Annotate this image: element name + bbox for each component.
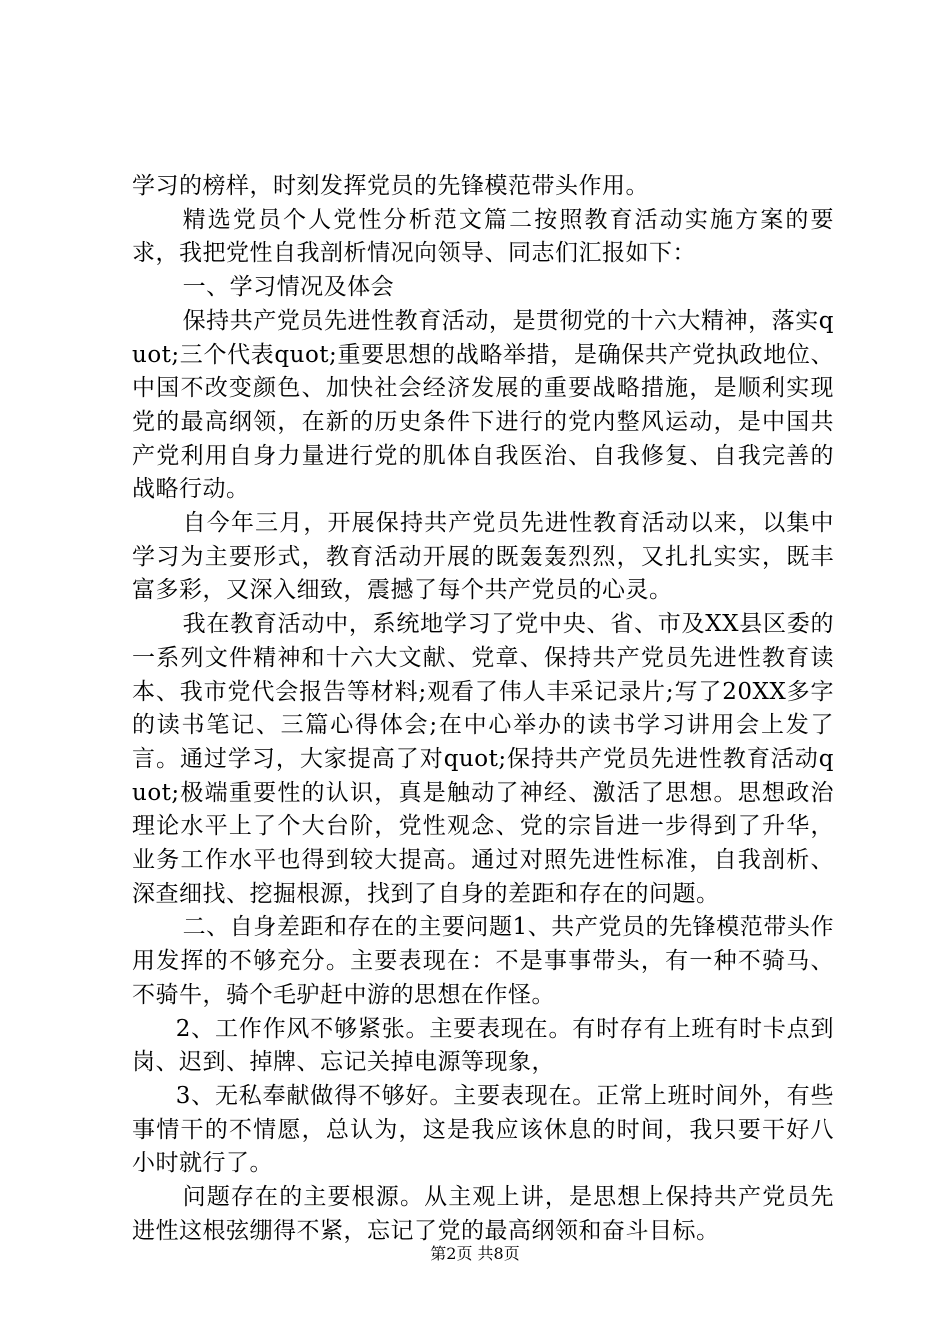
body-text xyxy=(132,170,834,1249)
paragraph-education-activity: 保持共产党员先进性教育活动，是贯彻党的十六大精神，落实quot;三个代表quot;重要思想的战略举措，是确保共产党执政地位、中国不改变颜色、加快社会经济发展的重要战略措施，是顺利实现党的最高纲领，在新的历史条件下进行的党内整风运动，是中国共产党利用自身力量进行党的肌体自我医治、自我修复、自我完善的战略行动。 xyxy=(132,307,834,503)
page-number-footer: 第2页 共8页 xyxy=(430,1244,520,1263)
paragraph-dedication: 3、无私奉献做得不够好。主要表现在。正常上班时间外，有些事情干的不情愿，总认为，这是我应该休息的时间，我只要干好八小时就行了。 xyxy=(132,1082,834,1177)
section-heading-study: 一、学习情况及体会 xyxy=(182,274,395,301)
section-heading-problems: 二、自身差距和存在的主要问题1、共产党员的先锋模范带头作用发挥的不够充分。主要表现在：不是事事带头，有一种不骑马、不骑牛，骑个毛驴赶中游的思想在作怪。 xyxy=(132,914,834,1008)
paragraph-continuation: 学习的榜样，时刻发挥党员的先锋模范带头作用。 xyxy=(132,173,649,199)
paragraph-work-style: 2、工作作风不够紧张。主要表现在。有时存有上班有时卡点到岗、迟到、掉牌、忘记关掉电源等现象， xyxy=(132,1015,834,1076)
paragraph-since-march: 自今年三月，开展保持共产党员先进性教育活动以来，以集中学习为主要形式，教育活动开展的既轰轰烈烈，又扎扎实实，既丰富多彩，又深入细致，震撼了每个共产党员的心灵。 xyxy=(132,510,834,604)
paragraph-root-cause: 问题存在的主要根源。从主观上讲，是思想上保持共产党员先进性这根弦绷得不紧，忘记了党的最高纲领和奋斗目标。 xyxy=(132,1184,834,1244)
paragraph-intro: 精选党员个人党性分析范文篇二按照教育活动实施方案的要求，我把党性自我剖析情况向领导、同志们汇报如下： xyxy=(132,206,834,267)
paragraph-study-details: 我在教育活动中，系统地学习了党中央、省、市及XX县区委的一系列文件精神和十六大文献、党章、保持共产党员先进性教育读本、我市党代会报告等材料;观看了伟人丰采记录片;写了20XX多字的读书笔记、三篇心得体会;在中心举办的读书学习讲用会上发了言。通过学习，大家提高了对quot;保持共产党员先进性教育活动quot;极端重要性的认识，真是触动了神经、激活了思想。思想政治理论水平上了个大台阶，党性观念、党的宗旨进一步得到了升华，业务工作水平也得到较大提高。通过对照先进性标准，自我剖析、深查细找、挖掘根源，找到了自身的差距和存在的问题。 xyxy=(132,611,834,907)
